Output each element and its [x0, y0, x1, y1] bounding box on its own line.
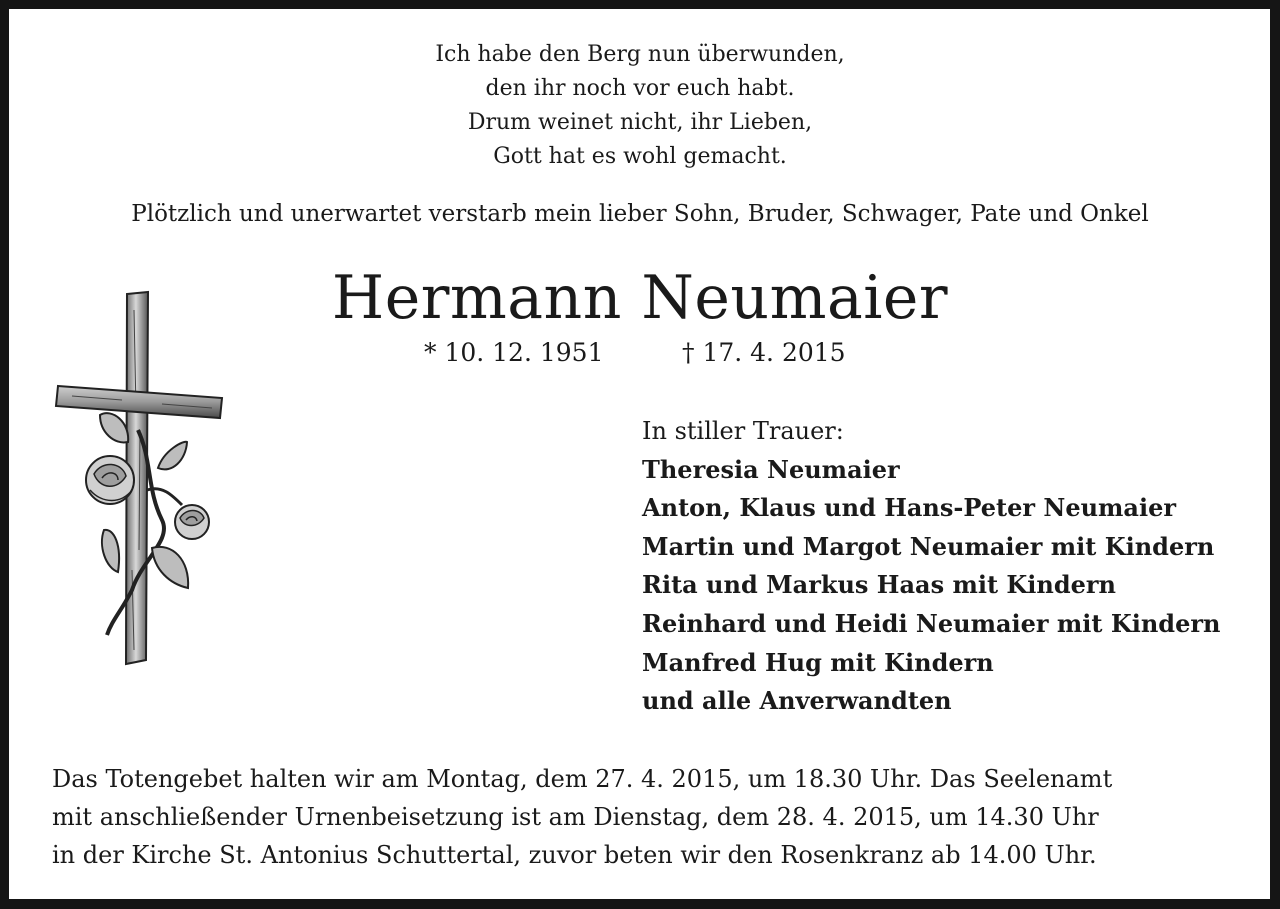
mourner-line: Rita und Markus Haas mit Kindern: [642, 570, 1116, 600]
mourners-block: [642, 412, 1220, 721]
deceased-name: Hermann Neumaier: [331, 263, 949, 333]
cross-with-roses-icon-svg: [52, 290, 232, 670]
service-details: [52, 760, 1228, 874]
mourning-label: In stiller Trauer:: [642, 417, 844, 445]
mourner-line: Theresia Neumaier: [642, 454, 900, 484]
poem: [0, 38, 1280, 174]
mourner-line: Martin und Margot Neumaier mit Kindern: [642, 531, 1215, 561]
poem-line: Gott hat es wohl gemacht.: [493, 144, 787, 169]
service-line: Das Totengebet halten wir am Montag, dem 27. 4. 2015, um 18.30 Uhr. Das Seelenamt: [52, 765, 1113, 793]
service-line: in der Kirche St. Antonius Schuttertal, zuvor beten wir den Rosenkranz ab 14.00 Uhr.: [52, 841, 1097, 869]
poem-line: den ihr noch vor euch habt.: [485, 76, 795, 101]
mourner-line: Manfred Hug mit Kindern: [642, 647, 994, 677]
announcement-intro: Plötzlich und unerwartet verstarb mein lieber Sohn, Bruder, Schwager, Pate und Onkel: [131, 201, 1149, 227]
mourner-line: und alle Anverwandten: [642, 686, 952, 716]
death-date: † 17. 4. 2015: [682, 338, 846, 367]
mourner-line: Anton, Klaus und Hans-Peter Neumaier: [642, 493, 1177, 523]
poem-line: Drum weinet nicht, ihr Lieben,: [467, 110, 813, 135]
service-line: mit anschließender Urnenbeisetzung ist am Dienstag, dem 28. 4. 2015, um 14.30 Uhr: [52, 803, 1099, 831]
poem-line: Ich habe den Berg nun überwunden,: [435, 42, 845, 67]
cross-with-roses-icon: [52, 290, 232, 670]
birth-date: * 10. 12. 1951: [424, 338, 604, 367]
mourner-line: Reinhard und Heidi Neumaier mit Kindern: [642, 608, 1221, 638]
